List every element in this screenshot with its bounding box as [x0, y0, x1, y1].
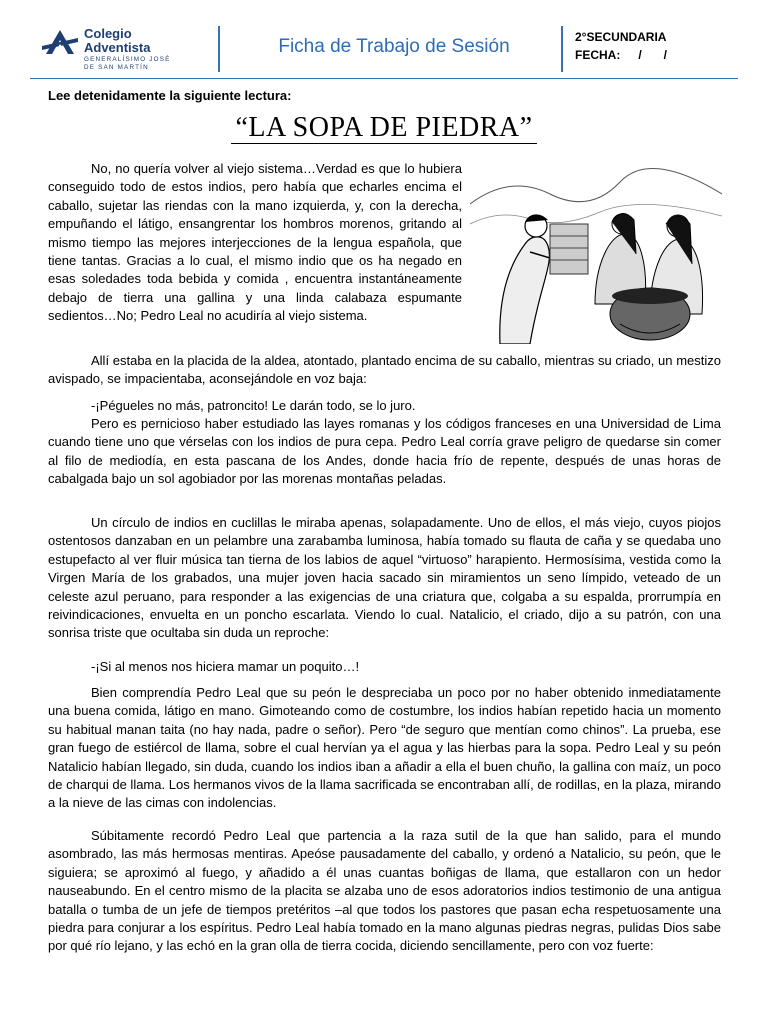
paragraph-text: -¡Pégueles no más, patroncito! Le darán todo, se lo juro.	[91, 398, 416, 413]
logo-sub2: DE SAN MARTÍN	[84, 63, 149, 71]
andean-scene-illustration	[470, 164, 722, 344]
logo-line2: Adventista	[84, 40, 151, 55]
paragraph-4	[48, 415, 721, 489]
paragraph-5	[48, 514, 721, 643]
date-label: FECHA:	[575, 48, 621, 62]
paragraph-6	[48, 658, 721, 676]
grade-label: 2°SECUNDARIA	[575, 30, 667, 44]
paragraph-text: Bien comprendía Pedro Leal que su peón le despreciaba un poco por no haber obtenido inmediatamente una buena comida, látigo en mano. Gimoteando como de costumbre, los indios habían repetido hacia un momento su habitual manan taita (no hay nada, padre o señor). Pero “de seguro que mentían como chinos”. La prueba, ese gran fuego de estiércol de llama, sobre el cual hervían ya el agua y las hierbas para la sopa. Pedro Leal y su peón Natalicio habían llegado, sin duda, cuando los indios iban a añadir a ella el buen chuño, la gallina con maíz, un poco de charqui de llama. Los hermanos vivos de la llama sacrificada se encontraban allí, de rodillas, en la plaza, mirando a la nieve de las cimas con indolencias.	[48, 685, 721, 811]
page-title: Ficha de Trabajo de Sesión	[278, 36, 510, 57]
school-logo	[42, 26, 232, 74]
header	[30, 18, 738, 79]
reading-instruction: Lee detenidamente la siguiente lectura:	[48, 88, 292, 103]
paragraph-8	[48, 827, 721, 956]
story-title-text: “LA SOPA DE PIEDRA”	[231, 112, 536, 144]
date-separator: /	[638, 48, 642, 62]
paragraph-2	[48, 352, 721, 389]
paragraph-text: Súbitamente recordó Pedro Leal que partencia a la raza sutil de la que han salido, para el mundo asombrado, las más hermosas mentiras. Apeóse pausadamente del caballo, y ordenó a Natalicio, su peón, que le siguiera; se aproximó al fuego, y añadido a él unas cuantas boñigas de llama, que estallaron con un hedor nauseabundo. En el centro mismo de la placita se alzaba uno de esos adoratorios indios testimonio de una antigua batalla o tumba de un jefe de tiempos pretéritos –al que todos los pastores que pasan echa respetuosamente una piedra para conjurar a los espíritus. Pedro Leal había tomado en la mano algunas piedras negras, pulidas Dios sabe por qué río lejano, y las echó en la gran olla de tierra cocida, diciendo sencillamente, pero con voz fuerte:	[48, 828, 721, 954]
paragraph-text: -¡Si al menos nos hiciera mamar un poquito…!	[91, 659, 360, 674]
header-divider	[561, 26, 563, 72]
paragraph-text: Pero es pernicioso haber estudiado las layes romanas y los códigos franceses en una Universidad de Lima cuando tiene uno que vérselas con los indios de pura cepa. Pedro Leal corría grave peligro de quedarse sin comer al filo de mediodía, en esta pascana de los Andes, donde hacia frío de repente, después de unas horas de cabalgada bajo un sol agobiador por las morenas montañas peladas.	[48, 416, 721, 487]
colegio-adventista-logo-icon	[42, 26, 78, 58]
logo-name	[84, 27, 224, 55]
paragraph-text: No, no quería volver al viejo sistema…Verdad es que lo hubiera conseguido todo de estos indios, pero había que echarles encima el caballo, sujetar las riendas con la mano izquierda, y, con la derecha, empuñando el látigo, ensangrentar los hombros morenos, gritando al mismo tiempo las mejores interjecciones de la lengua española, que tiene tantas. Gracias a lo cual, el mismo indio que os ha negado en esas soledades toda bebida y comida , encuentra instantáneamente debajo de tierra una gallina y una linda calabaza espumante sedientos…No; Pedro Leal no acudiría al viejo sistema.	[48, 161, 462, 324]
session-meta	[575, 28, 735, 64]
date-separator: /	[663, 48, 668, 62]
paragraph-text: Allí estaba en la placida de la aldea, atontado, plantado encima de su caballo, mientras su criado, un mestizo avispado, se impacientaba, aconsejándole en voz baja:	[48, 353, 721, 387]
paragraph-3	[48, 397, 721, 415]
paragraph-7	[48, 684, 721, 813]
logo-sub1: GENERALÍSIMO JOSÉ	[84, 56, 171, 63]
paragraph-1	[48, 160, 462, 326]
logo-line1: Colegio	[84, 26, 132, 41]
story-title	[0, 112, 768, 144]
paragraph-text: Un círculo de indios en cuclillas le miraba apenas, solapadamente. Uno de ellos, el más viejo, cuyos piojos ostentosos danzaban en un pelambre una zarabamba luminosa, había tomado su flauta de caña y se quedaba uno estupefacto al ver fluir música tan tierna de los labios de aquel “virtuoso” harapiento. Hermosísima, vestida como la Virgen María de los grabados, una mujer joven hacia sacado sin miramientos un seno límpido, veteado de un celeste azul peruano, para responder a las exigencias de una criatura que, colgaba a su espalda, prorrumpía en reivindicaciones, envuelta en un poncho escarlata. Viendo lo cual. Natalicio, el criado, dijo a su patrón, con una sonrisa triste que ocultaba sin duda un reproche:	[48, 515, 721, 641]
header-divider	[218, 26, 220, 72]
logo-subtitle	[84, 56, 224, 71]
